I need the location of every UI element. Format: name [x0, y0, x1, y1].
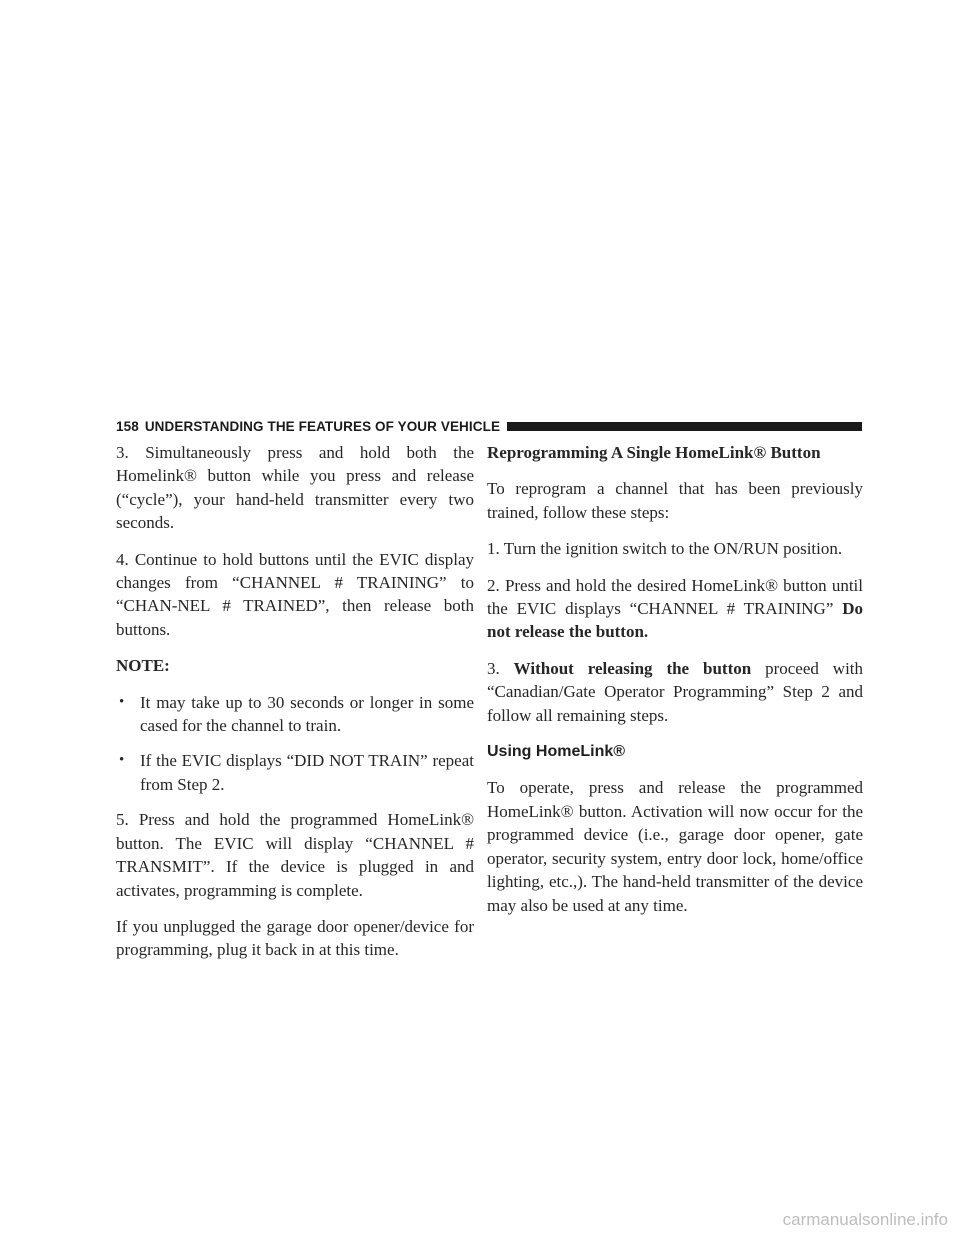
bullet-icon: • — [119, 693, 125, 710]
using-homelink-heading: Using HomeLink® — [487, 743, 626, 761]
reprogram-step-2-warning: Do not release the button. — [487, 599, 863, 642]
bullet-text: It may take up to 30 seconds or longer in some cased for the channel to train. — [140, 692, 474, 736]
reprogram-step-2-text: 2. Press and hold the desired HomeLink® button until the EVIC displays “CHANNEL # TRAINING” — [487, 575, 863, 619]
note-label: NOTE: — [116, 656, 170, 676]
reprogram-heading: Reprogramming A Single HomeLink® Button — [487, 443, 821, 462]
bullet-icon: • — [119, 752, 125, 769]
reprogram-step-1: 1. Turn the ignition switch to the ON/RUN position. — [487, 539, 843, 559]
step-3-paragraph: 3. Simultaneously press and hold both the Homelink® button while you press and release (“cycle”), your hand-held transmitter every two seconds. — [116, 443, 474, 533]
step-5-paragraph: 5. Press and hold the programmed HomeLink® button. The EVIC will display “CHANNEL # TRANSMIT”. If the device is plugged in and activates, programming is complete. — [116, 810, 474, 900]
step-4-paragraph: 4. Continue to hold buttons until the EVIC display changes from “CHANNEL # TRAINING” to “CHAN-NEL # TRAINED”, then release both buttons. — [116, 549, 474, 639]
reprogram-step-3-text: proceed with “Canadian/Gate Operator Programming” Step 2 and follow all remaining steps. — [487, 658, 864, 725]
watermark: carmanualsonline.info — [782, 1210, 948, 1229]
reprogram-step-3-number: 3. — [487, 658, 500, 678]
page-header — [116, 416, 862, 436]
list-item — [116, 749, 474, 796]
left-column — [116, 441, 474, 975]
bullet-text: If the EVIC displays “DID NOT TRAIN” repeat from Step 2. — [140, 751, 474, 794]
unplugged-paragraph: If you unplugged the garage door opener/device for programming, plug it back in at this time. — [116, 916, 474, 960]
reprogram-intro: To reprogram a channel that has been previously trained, follow these steps: — [487, 479, 863, 522]
right-column — [487, 441, 863, 930]
header-rule — [507, 422, 862, 431]
reprogram-step-3-emphasis: Without releasing the button — [513, 658, 752, 678]
reprogram-step-3 — [487, 657, 863, 727]
note-list — [116, 691, 474, 797]
section-title: UNDERSTANDING THE FEATURES OF YOUR VEHICLE — [144, 418, 501, 434]
using-homelink-paragraph: To operate, press and release the programmed HomeLink® button. Activation will now occur for the programmed device (i.e., garage door opener, gate operator, security system, entry door lock, home/office lighting, etc.,). The hand-held transmitter of the device may also be used at any time. — [487, 778, 863, 915]
list-item — [116, 691, 474, 738]
reprogram-step-2 — [487, 574, 863, 644]
page-number: 158 — [116, 418, 139, 434]
